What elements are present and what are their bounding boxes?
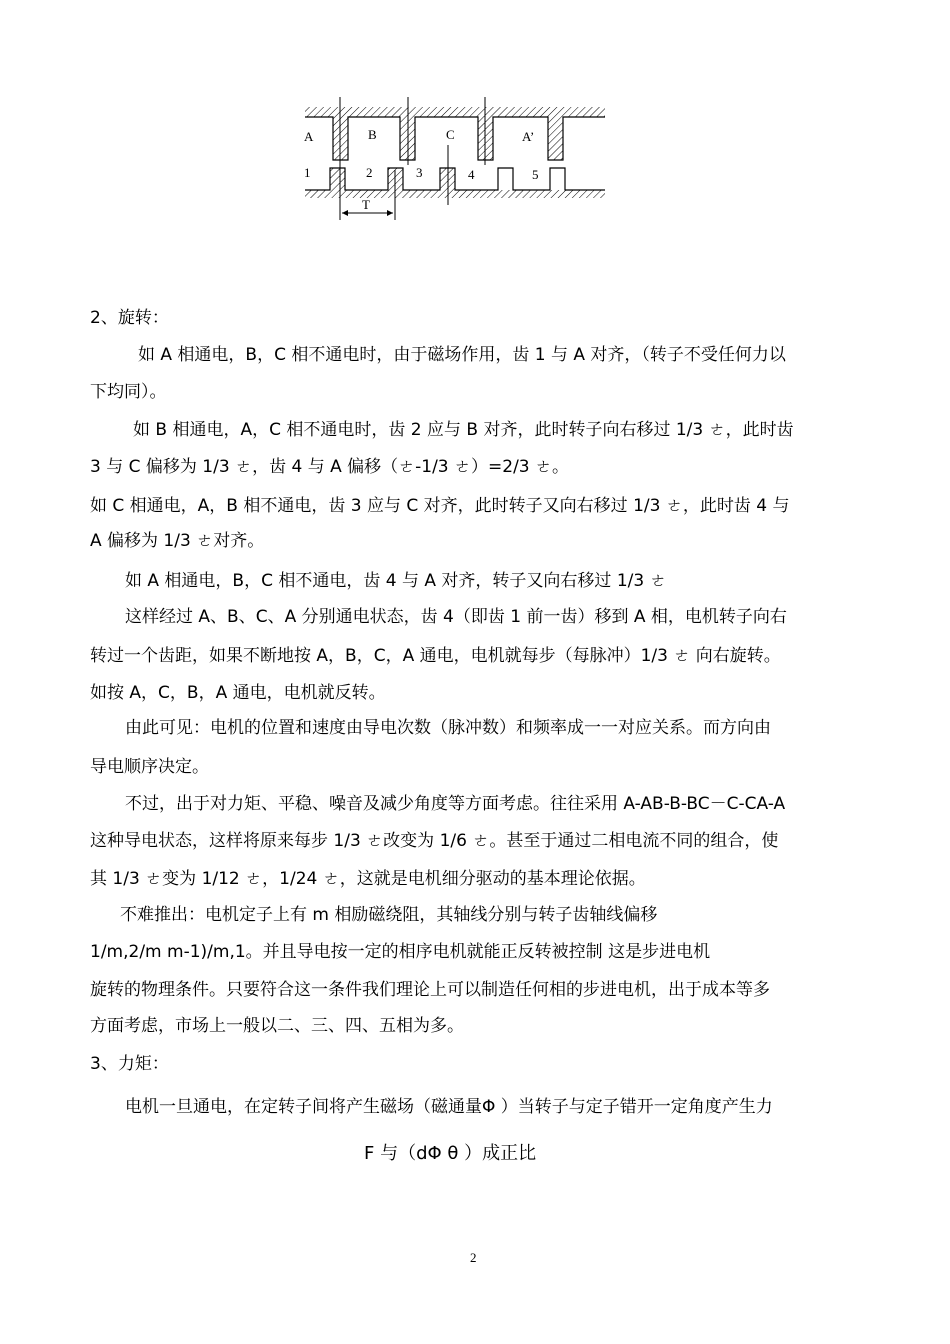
paragraph-line: 3 与 C 偏移为 1/3 ㄜ，齿 4 与 A 偏移（ㄜ-1/3 ㄜ）=2/3 ㄜ。 <box>90 457 570 477</box>
page-number: 2 <box>470 1250 477 1265</box>
paragraph-line: 不难推出：电机定子上有 m 相励磁绕阻，其轴线分别与转子齿轴线偏移 <box>120 905 658 925</box>
paragraph-line: 这种导电状态，这样将原来每步 1/3 ㄜ改变为 1/6 ㄜ。甚至于通过二相电流不同的组合，使 <box>90 831 779 851</box>
section3-heading: 3、力矩： <box>90 1054 169 1074</box>
paragraph-line: 如按 A，C，B，A 通电，电机就反转。 <box>90 683 386 703</box>
section2-heading: 2、旋转： <box>90 308 169 328</box>
stepper-tooth-diagram <box>300 95 610 225</box>
paragraph-line: 其 1/3 ㄜ变为 1/12 ㄜ，1/24 ㄜ，这就是电机细分驱动的基本理论依据。 <box>90 869 646 889</box>
label-1: 1 <box>304 165 311 180</box>
paragraph-line: 电机一旦通电，在定转子间将产生磁场（磁通量Φ ）当转子与定子错开一定角度产生力 <box>125 1097 773 1117</box>
paragraph-line: 转过一个齿距，如果不断地按 A，B，C，A 通电，电机就每步（每脉冲）1/3 ㄜ 向右旋转。 <box>90 646 781 666</box>
paragraph-line: 旋转的物理条件。只要符合这一条件我们理论上可以制造任何相的步进电机，出于成本等多 <box>90 980 770 1000</box>
paragraph-line: 不过，出于对力矩、平稳、噪音及减少角度等方面考虑。往往采用 A-AB-B-BC－C-CA-A <box>125 794 786 814</box>
paragraph-line: 导电顺序决定。 <box>90 757 209 777</box>
label-C: C <box>446 127 455 142</box>
label-A: A <box>304 129 314 144</box>
paragraph-line: A 偏移为 1/3 ㄜ对齐。 <box>90 531 265 551</box>
label-pitch: T <box>362 197 370 212</box>
paragraph-line: 如 A 相通电，B，C 相不通电时，由于磁场作用，齿 1 与 A 对齐，（转子不受任何力以 <box>138 345 786 365</box>
label-2: 2 <box>366 165 373 180</box>
paragraph-line: 下均同）。 <box>90 382 167 402</box>
paragraph-line: 这样经过 A、B、C、A 分别通电状态，齿 4（即齿 1 前一齿）移到 A 相，电机转子向右 <box>125 607 787 627</box>
formula: F 与（dΦ θ ）成正比 <box>364 1143 537 1164</box>
paragraph-line: 1/m,2/m m-1)/m,1。并且导电按一定的相序电机就能正反转被控制 这是步进电机 <box>90 942 711 962</box>
paragraph-line: 如 A 相通电，B，C 相不通电，齿 4 与 A 对齐，转子又向右移过 1/3 ㄜ <box>125 571 667 591</box>
label-A-prime: A’ <box>522 129 535 144</box>
paragraph-line: 由此可见：电机的位置和速度由导电次数（脉冲数）和频率成一一对应关系。而方向由 <box>125 718 771 738</box>
label-B: B <box>368 127 377 142</box>
paragraph-line: 如 C 相通电，A，B 相不通电，齿 3 应与 C 对齐，此时转子又向右移过 1/3 ㄜ，此时齿 4 与 <box>90 496 790 516</box>
label-4: 4 <box>468 167 475 182</box>
label-3: 3 <box>416 165 423 180</box>
paragraph-line: 如 B 相通电，A，C 相不通电时，齿 2 应与 B 对齐，此时转子向右移过 1/3 ㄜ，此时齿 <box>133 420 794 440</box>
paragraph-line: 方面考虑，市场上一般以二、三、四、五相为多。 <box>90 1016 464 1036</box>
label-5: 5 <box>532 167 539 182</box>
